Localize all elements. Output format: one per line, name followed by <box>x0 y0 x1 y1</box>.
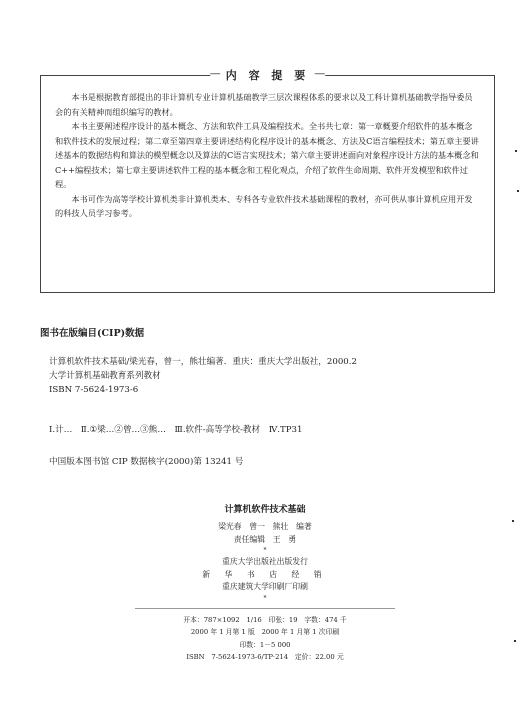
colophon-distributor: 新 华 书 店 经 销 <box>202 569 328 579</box>
colophon-isbn-price: ISBN 7-5624-1973-6/TP·214 定价：22.00 元 <box>186 653 344 661</box>
scan-speck <box>512 520 514 522</box>
colophon-print-run: 印数：1－5 000 <box>239 640 291 649</box>
colophon-printer: 重庆建筑大学印刷厂印刷 <box>222 582 308 591</box>
cip-classification: Ⅰ.计… Ⅱ.①梁…②曾…③熊… Ⅲ.软件-高等学校-教材 Ⅳ.TP31 <box>49 425 303 435</box>
colophon-book-title: 计算机软件技术基础 <box>224 505 306 515</box>
colophon-editor: 责任编辑 王 勇 <box>233 534 297 544</box>
cip-bibliographic-line: 计算机软件技术基础/梁光春，曾一，熊壮编著．重庆：重庆大学出版社，2000.2 <box>49 357 357 367</box>
cip-series-line: 大学计算机基础教育系列教材 <box>49 371 161 381</box>
colophon-separator-star-2: * <box>263 594 267 602</box>
abstract-paragraph-1: 本书是根据教育部提出的非计算机专业计算机基础教学三层次课程体系的要求以及工科计算机基础教学指导委员会的有关精神而组织编写的教材。 <box>55 92 473 117</box>
scan-speck <box>515 150 517 152</box>
scan-speck <box>517 190 519 192</box>
colophon-rule <box>135 608 395 609</box>
cip-number: 中国版本图书馆 CIP 数据核字(2000)第 13241 号 <box>49 457 244 467</box>
abstract-paragraph-3: 本书可作为高等学校计算机类非计算机类本、专科各专业软件技术基础课程的教材，亦可供从事计算机应用开发的科技人员学习参考。 <box>55 193 473 218</box>
colophon-edition: 2000 年 1 月第 1 版 2000 年 1 月第 1 次印刷 <box>190 628 340 636</box>
cip-record <box>49 355 357 397</box>
cip-heading: 图书在版编目(CIP)数据 <box>40 328 145 339</box>
abstract-paragraph-2: 本书主要阐述程序设计的基本概念、方法和软件工具及编程技术。全书共七章：第一章概要介绍软件的基本概念和软件技术的发展过程；第二章至第四章主要讲述结构化程序设计的基本概念、方法及C语言编程技术；第五章主要讲述基本的数据结构和算法的模型概念以及算法的C语言实现技术；第六章主要讲述面向对象程序设计方法的基本概念和C++编程技术；第七章主要讲述软件工程的基本概念和工程化观点，介绍了软件生命周期、软件开发模型和软件过程。 <box>55 121 479 189</box>
colophon <box>0 502 530 664</box>
abstract-box <box>40 69 495 293</box>
colophon-separator-star: * <box>263 547 267 554</box>
colophon-specs: 开本：787×1092 1/16 印张：19 字数：474 千 <box>183 615 347 624</box>
colophon-publisher: 重庆大学出版社出版发行 <box>222 557 308 566</box>
colophon-authors: 梁光春 曾一 熊壮 编著 <box>218 522 312 531</box>
abstract-title: — 内 容 提 要 — <box>210 67 326 83</box>
scan-speck <box>514 640 516 642</box>
cip-isbn-line: ISBN 7-5624-1973-6 <box>49 385 139 395</box>
